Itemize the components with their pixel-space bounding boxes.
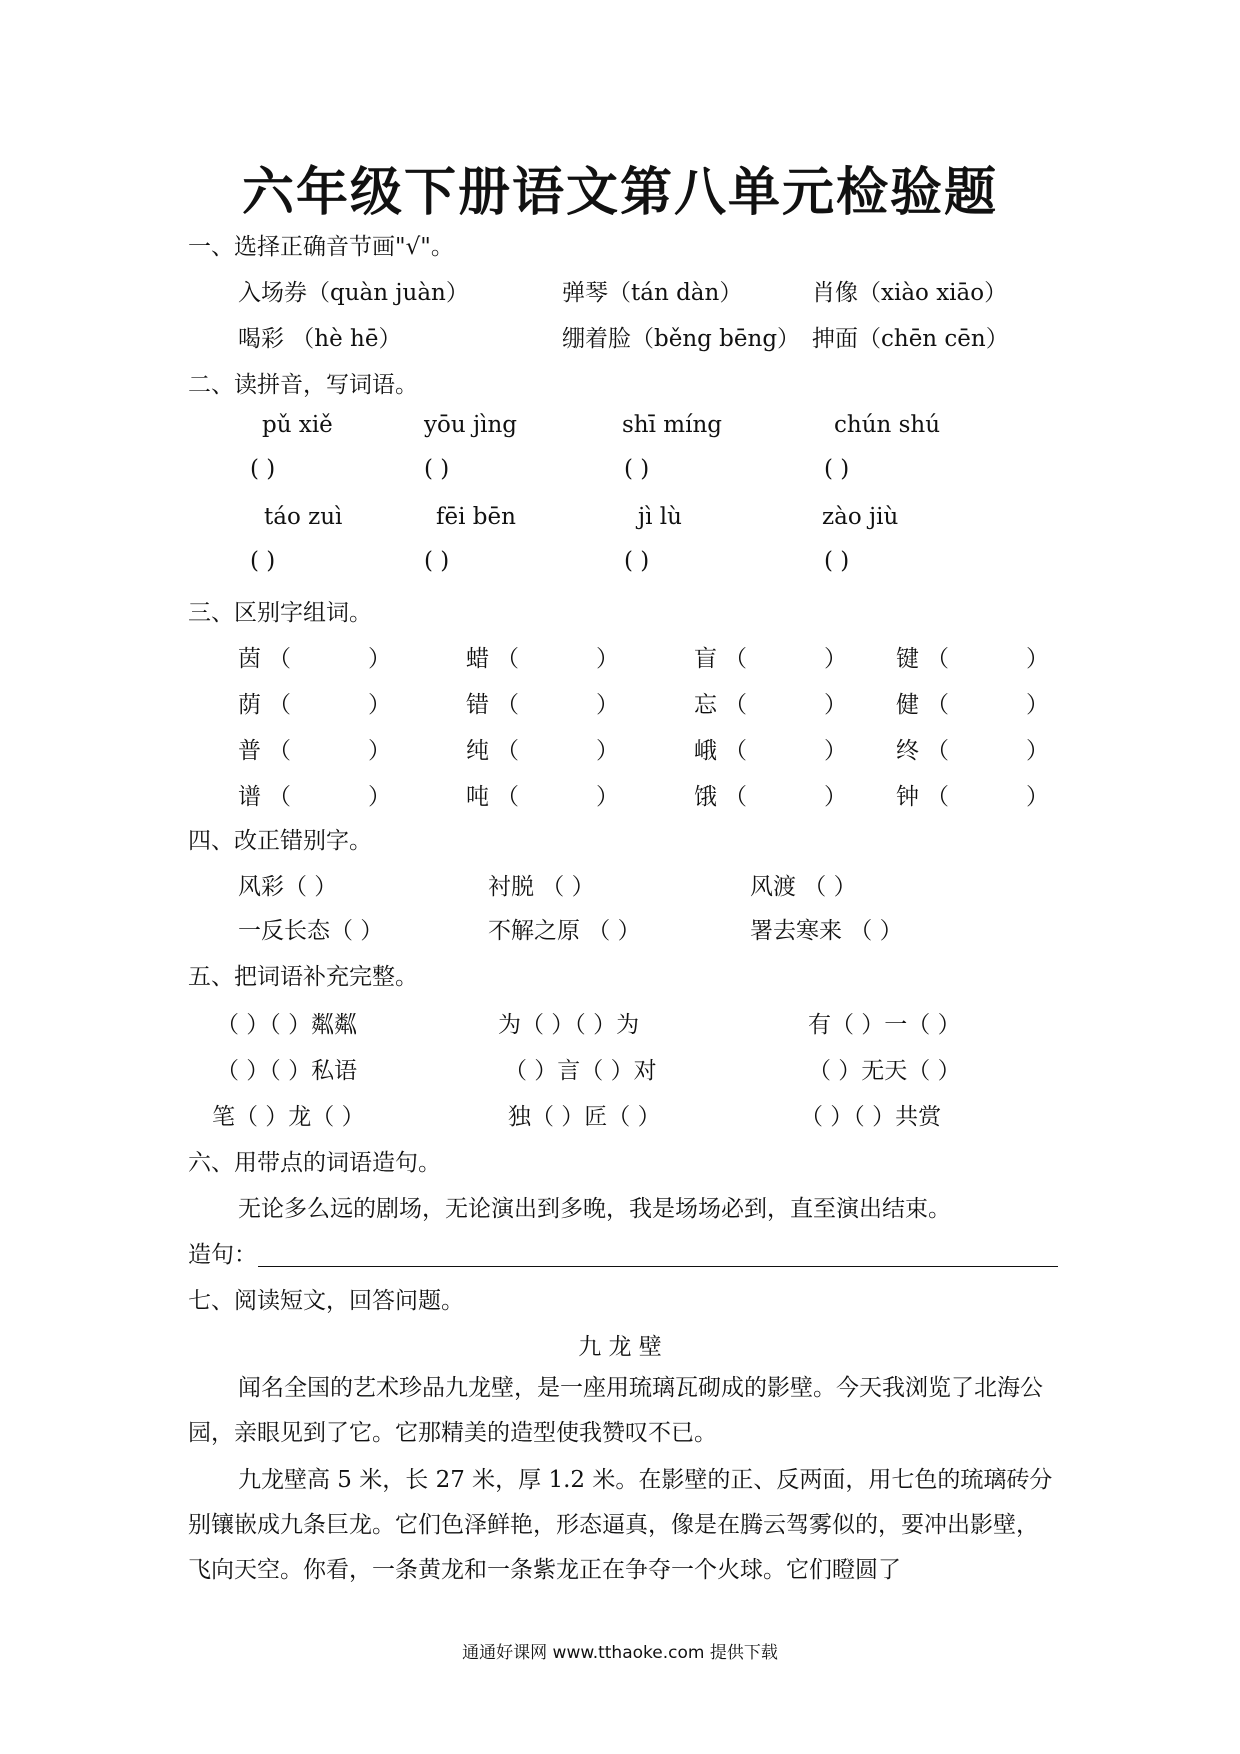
s4-item[interactable]: 风彩（ ） <box>238 874 338 900</box>
s1-item: 绷着脸（běng bēng） <box>562 326 801 352</box>
s1-item: 入场券（quàn juàn） <box>238 280 469 306</box>
s3-paren-close[interactable]: ） <box>824 692 847 718</box>
s2-pinyin: shī míng <box>622 412 722 438</box>
section-7-heading: 七、阅读短文，回答问题。 <box>188 1288 464 1314</box>
s4-item[interactable]: 不解之原 （ ） <box>488 918 641 944</box>
s3-char: 谱 <box>238 784 261 810</box>
s2-pinyin: chún shú <box>834 412 941 438</box>
s3-char: 终 <box>896 738 919 764</box>
s2-answer-blank[interactable]: ( ) <box>250 548 276 574</box>
s5-item[interactable]: 独（ ）匠（ ） <box>508 1104 661 1130</box>
s2-answer-blank[interactable]: ( ) <box>624 456 650 482</box>
s4-item[interactable]: 衬脱 （ ） <box>488 874 595 900</box>
s2-pinyin: táo zuì <box>264 504 343 530</box>
s3-paren-close[interactable]: ） <box>1026 784 1049 810</box>
s3-paren-close[interactable]: ） <box>368 784 391 810</box>
s6-example-sentence: 无论多么远的剧场，无论演出到多晚，我是场场必到，直至演出结束。 <box>238 1196 951 1222</box>
section-4-heading: 四、改正错别字。 <box>188 828 372 854</box>
s3-paren-open[interactable]: （ <box>926 738 949 764</box>
s3-paren-close[interactable]: ） <box>824 646 847 672</box>
s3-char: 蜡 <box>466 646 489 672</box>
s3-paren-open[interactable]: （ <box>724 692 747 718</box>
s5-item[interactable]: （ ）（ ）私语 <box>216 1058 358 1084</box>
s3-char: 吨 <box>466 784 489 810</box>
s2-pinyin: jì lù <box>638 504 682 530</box>
s2-pinyin: zào jiù <box>822 504 899 530</box>
s6-answer-line[interactable] <box>258 1266 1058 1267</box>
s2-answer-blank[interactable]: ( ) <box>624 548 650 574</box>
s3-paren-open[interactable]: （ <box>268 646 291 672</box>
s3-char: 茵 <box>238 646 261 672</box>
s3-char: 错 <box>466 692 489 718</box>
s4-item[interactable]: 署去寒来 （ ） <box>750 918 903 944</box>
s3-paren-open[interactable]: （ <box>926 784 949 810</box>
s3-paren-close[interactable]: ） <box>368 738 391 764</box>
passage-paragraph-1: 闻名全国的艺术珍品九龙壁，是一座用琉璃瓦砌成的影壁。今天我浏览了北海公园，亲眼见到了它。它那精美的造型使我赞叹不已。 <box>188 1375 1043 1446</box>
section-3-heading: 三、区别字组词。 <box>188 600 372 626</box>
s3-paren-close[interactable]: ） <box>824 784 847 810</box>
s5-item[interactable]: （ ）言（ ）对 <box>504 1058 657 1084</box>
s3-char: 忘 <box>694 692 717 718</box>
s3-paren-open[interactable]: （ <box>268 784 291 810</box>
passage-paragraph-2: 九龙壁高 5 米，长 27 米，厚 1.2 米。在影壁的正、反两面，用七色的琉璃砖分别镶嵌成九条巨龙。它们色泽鲜艳，形态逼真，像是在腾云驾雾似的，要冲出影壁，飞向天空。你看，一条黄龙和一条紫龙正在争夺一个火球。它们瞪圆了 <box>188 1467 1053 1583</box>
s5-item[interactable]: （ ）（ ）粼粼 <box>216 1012 358 1038</box>
s3-paren-close[interactable]: ） <box>596 692 619 718</box>
section-6-heading: 六、用带点的词语造句。 <box>188 1150 441 1176</box>
s3-paren-close[interactable]: ） <box>1026 646 1049 672</box>
s3-paren-open[interactable]: （ <box>496 784 519 810</box>
s6-answer-label: 造句： <box>188 1242 257 1268</box>
s2-pinyin: yōu jìng <box>424 412 517 438</box>
s3-char: 饿 <box>694 784 717 810</box>
s3-char: 钟 <box>896 784 919 810</box>
s4-item[interactable]: 一反长态（ ） <box>238 918 384 944</box>
s4-item[interactable]: 风渡 （ ） <box>750 874 857 900</box>
s5-item[interactable]: （ ）（ ）共赏 <box>800 1104 942 1130</box>
s3-paren-open[interactable]: （ <box>926 646 949 672</box>
s3-paren-close[interactable]: ） <box>368 692 391 718</box>
s3-paren-close[interactable]: ） <box>368 646 391 672</box>
s1-item: 弹琴（tán dàn） <box>562 280 743 306</box>
s5-item[interactable]: 为（ ）（ ）为 <box>498 1012 640 1038</box>
page-title: 六年级下册语文第八单元检验题 <box>241 163 998 223</box>
footer-credit: 通通好课网 www.tthaoke.com 提供下载 <box>462 1643 778 1663</box>
s2-pinyin: fēi bēn <box>436 504 516 530</box>
s5-item[interactable]: 有（ ）一（ ） <box>808 1012 961 1038</box>
s3-char: 盲 <box>694 646 717 672</box>
s3-paren-open[interactable]: （ <box>496 692 519 718</box>
s3-paren-open[interactable]: （ <box>268 738 291 764</box>
s2-pinyin: pǔ xiě <box>262 412 333 438</box>
s3-paren-close[interactable]: ） <box>1026 738 1049 764</box>
s3-char: 键 <box>896 646 919 672</box>
s1-item: 肖像（xiào xiāo） <box>812 280 1008 306</box>
s3-paren-open[interactable]: （ <box>496 646 519 672</box>
s3-paren-close[interactable]: ） <box>596 646 619 672</box>
section-5-heading: 五、把词语补充完整。 <box>188 964 418 990</box>
s1-item: 喝彩 （hè hē） <box>238 326 402 352</box>
s3-paren-open[interactable]: （ <box>724 646 747 672</box>
s5-item[interactable]: （ ）无天（ ） <box>808 1058 961 1084</box>
s3-paren-close[interactable]: ） <box>596 784 619 810</box>
s3-paren-open[interactable]: （ <box>724 784 747 810</box>
s3-paren-close[interactable]: ） <box>1026 692 1049 718</box>
s3-char: 峨 <box>694 738 717 764</box>
s3-paren-close[interactable]: ） <box>824 738 847 764</box>
section-2-heading: 二、读拼音，写词语。 <box>188 372 418 398</box>
s3-paren-open[interactable]: （ <box>496 738 519 764</box>
section-1-heading: 一、选择正确音节画"√"。 <box>188 234 454 260</box>
s3-char: 纯 <box>466 738 489 764</box>
s2-answer-blank[interactable]: ( ) <box>424 548 450 574</box>
s5-item[interactable]: 笔（ ）龙（ ） <box>212 1104 365 1130</box>
s3-paren-open[interactable]: （ <box>724 738 747 764</box>
s2-answer-blank[interactable]: ( ) <box>824 548 850 574</box>
s3-paren-open[interactable]: （ <box>268 692 291 718</box>
s3-paren-close[interactable]: ） <box>596 738 619 764</box>
passage-title: 九 龙 壁 <box>578 1334 662 1360</box>
s2-answer-blank[interactable]: ( ) <box>250 456 276 482</box>
s3-char: 普 <box>238 738 261 764</box>
s3-char: 荫 <box>238 692 261 718</box>
s2-answer-blank[interactable]: ( ) <box>424 456 450 482</box>
s2-answer-blank[interactable]: ( ) <box>824 456 850 482</box>
s3-char: 健 <box>896 692 919 718</box>
s1-item: 抻面（chēn cēn） <box>812 326 1009 352</box>
s3-paren-open[interactable]: （ <box>926 692 949 718</box>
